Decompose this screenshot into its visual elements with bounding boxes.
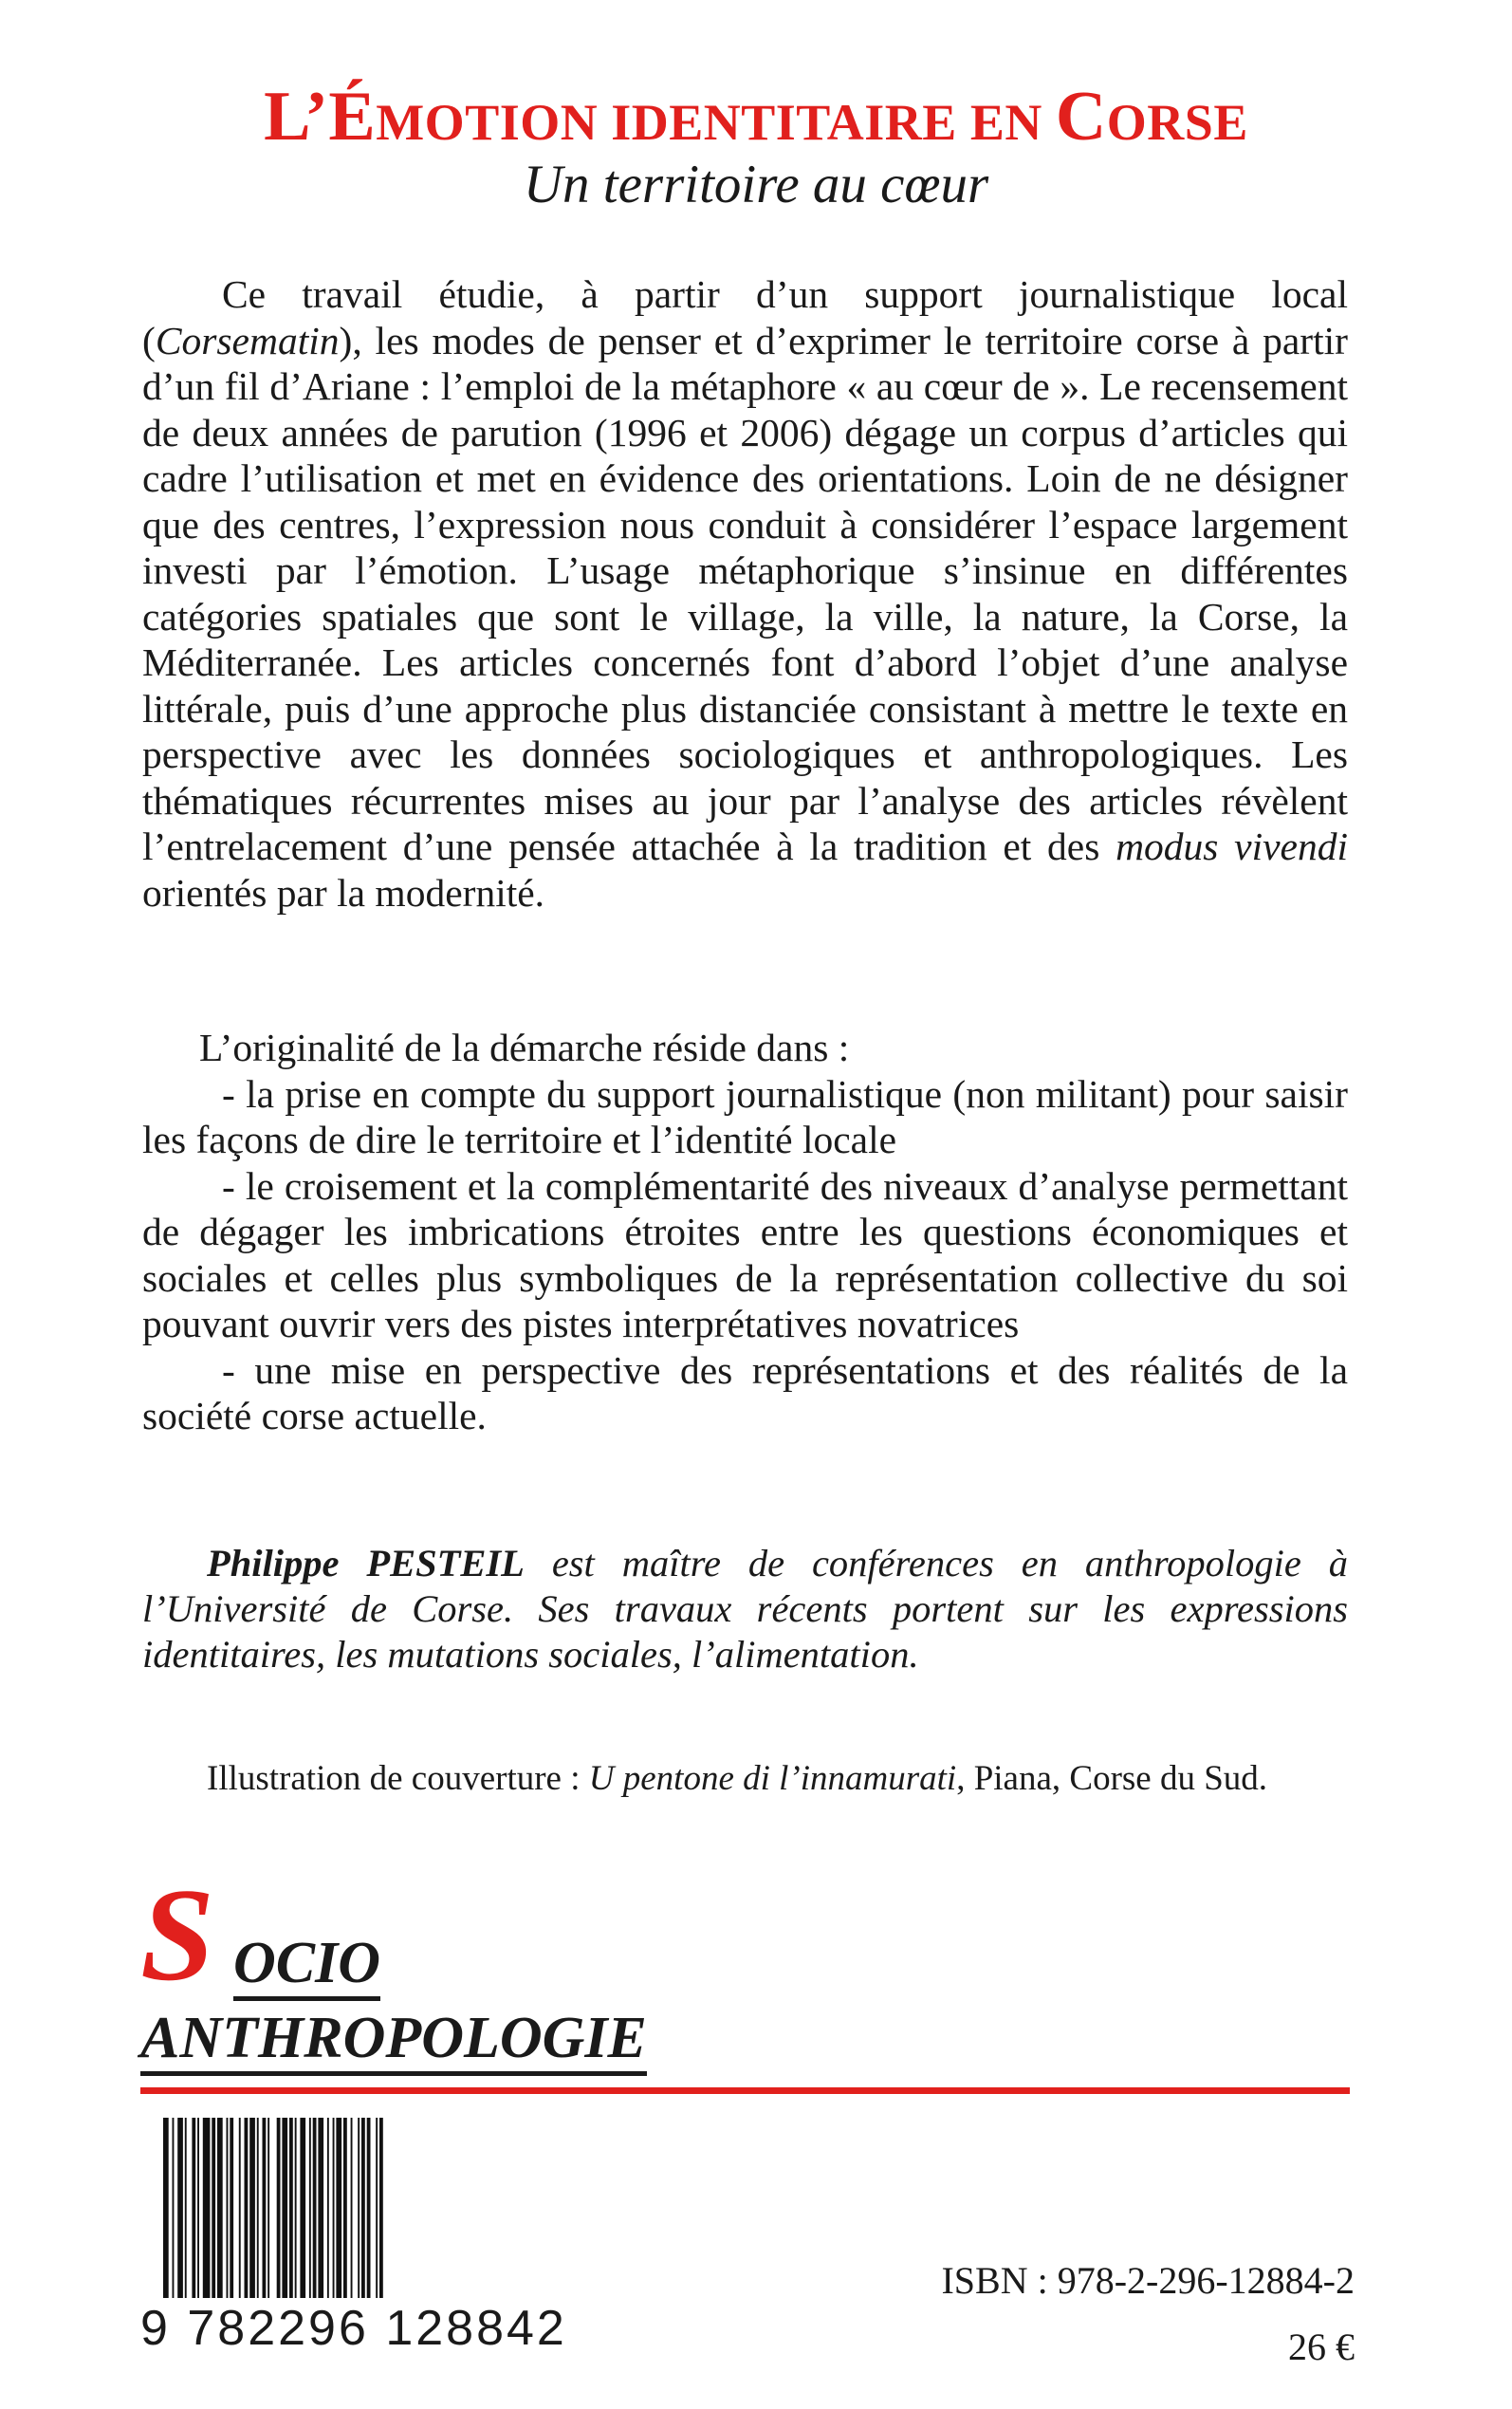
barcode-digits: 9 782296 128842 [140,2301,567,2356]
series-logo-anthropologie: ANTHROPOLOGIE [140,2007,647,2076]
divider-line [140,2087,1350,2094]
newspaper-name: Corsematin [155,318,340,362]
originality-item: - la prise en compte du support journalistique (non militant) pour saisir les façons de dire le territoire et l’identité locale [142,1071,1348,1161]
author-bio: Philippe PESTEIL est maître de conférences en anthropologie à l’Université de Corse. Ses travaux récents portent sur les expressions identitaires, les mutations sociales, l’alimentation. [142,1542,1348,1676]
originality-item: - une mise en perspective des représentations et des réalités de la société corse actuelle. [142,1347,1348,1437]
isbn: ISBN : 978-2-296-12884-2 [941,2259,1355,2302]
originality-intro: L’originalité de la démarche réside dans : [199,1026,850,1069]
book-title: L’ÉMOTION IDENTITAIRE EN CORSE [264,78,1248,156]
originality-item: - le croisement et la complémentarité des niveaux d’analyse permettant de dégager les imbrications étroites entre les questions économiques et sociales et celles plus symboliques de la représentation collective du soi pouvant ouvrir vers des pistes interprétatives novatrices [142,1163,1348,1345]
price: 26 € [1288,2326,1355,2368]
series-logo-initial: S [140,1862,214,2009]
originality-section [142,1025,1348,1439]
summary-paragraph: Ce travail étudie, à partir d’un support journalistique local (Corsematin), les modes de penser et d’exprimer le territoire corse à partir d’un fil d’Ariane : l’emploi de la métaphore « au cœur de ». Le recensement de deux années de parution (1996 et 2006) dégage un corpus d’articles qui cadre l’utilisation et met en évidence des orientations. Loin de ne désigner que des centres, l’expression nous conduit à considérer l’espace largement investi par l’émotion. L’usage métaphorique s’insinue en différentes catégories spatiales que sont le village, la ville, la nature, la Corse, la Méditerranée. Les articles concernés font d’abord l’objet d’une analyse littérale, puis d’une approche plus distanciée consistant à mettre le texte en perspective avec les données sociologiques et anthropologiques. Les thématiques récurrentes mises au jour par l’analyse des articles révèlent l’entrelacement d’une pensée attachée à la tradition et des modus vivendi orientés par la modernité. [142,272,1348,915]
series-logo-ocio: OCIO [233,1932,380,2001]
barcode-icon [159,2118,527,2298]
book-subtitle: Un territoire au cœur [523,155,989,214]
modus-vivendi: modus vivendi [1116,825,1348,868]
cover-credit: Illustration de couverture : U pentone di l’innamurati, Piana, Corse du Sud. [207,1759,1268,1798]
author-name: Philippe PESTEIL [207,1542,525,1584]
